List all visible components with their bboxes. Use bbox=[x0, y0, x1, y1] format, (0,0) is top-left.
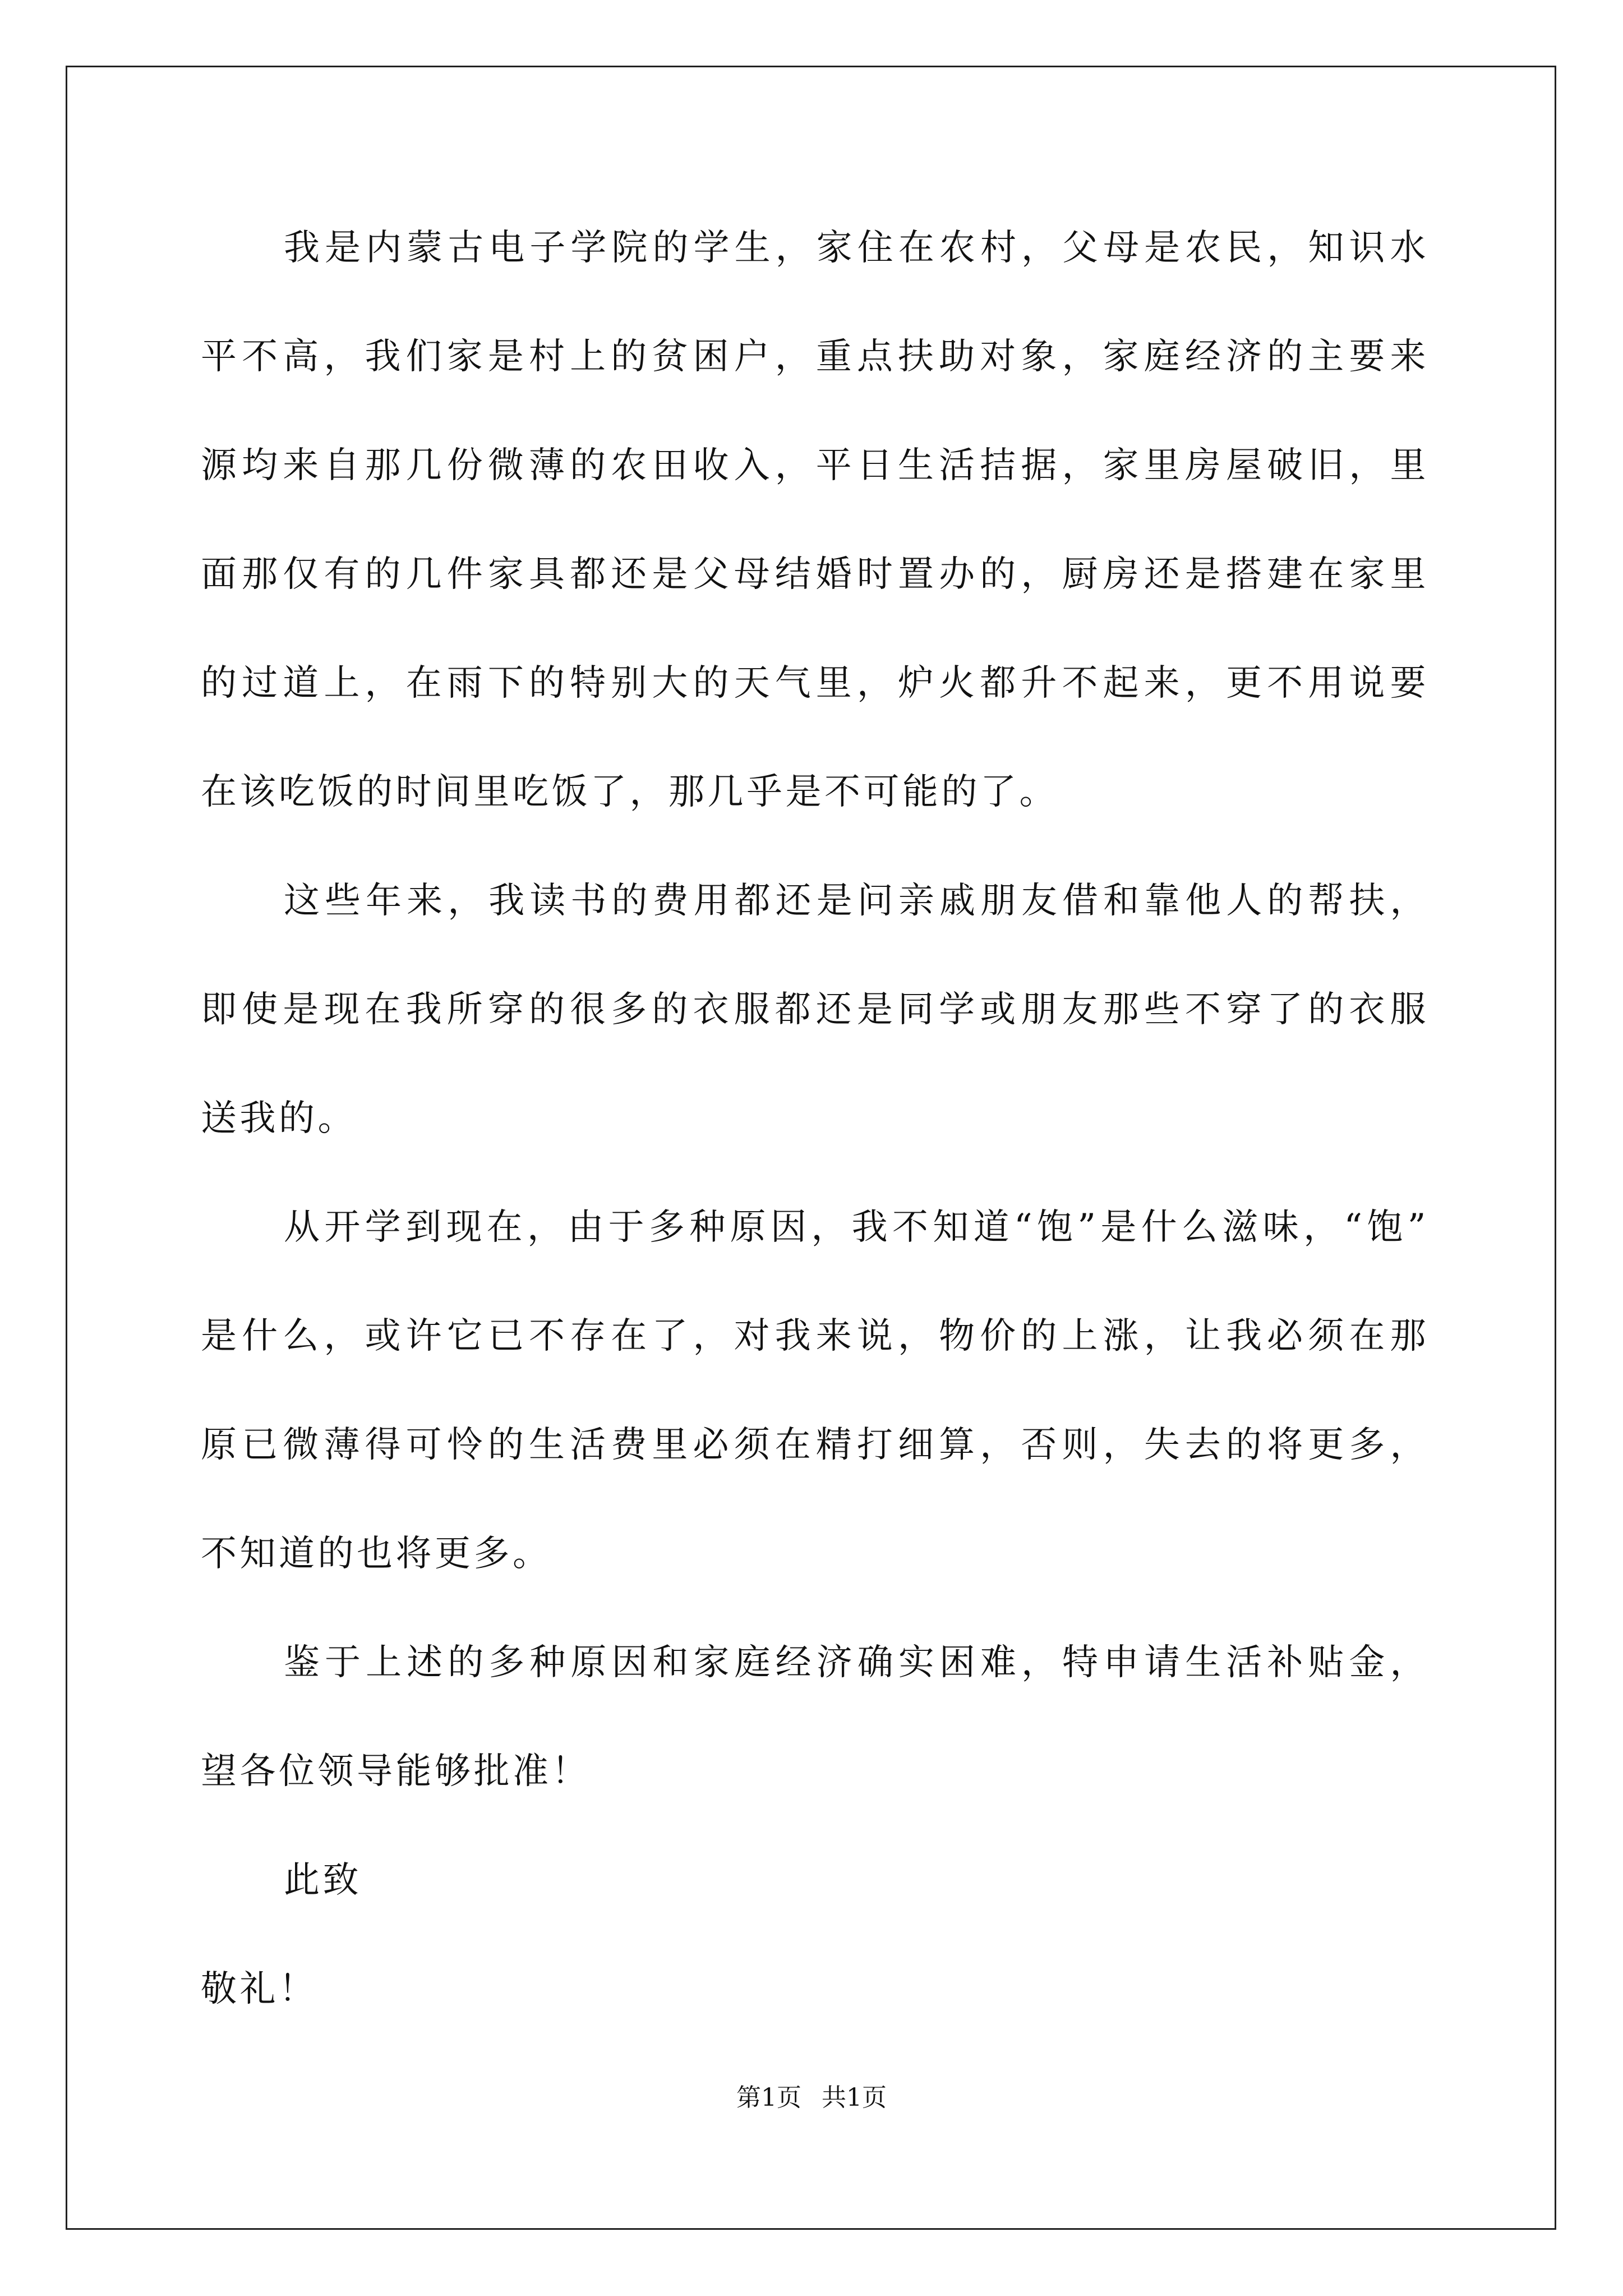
closing-regards: 敬礼！ bbox=[201, 1968, 318, 2010]
paragraph-1-line-4: 面那仅有的几件家具都还是父母结婚时置办的，厨房还是搭建在家里 bbox=[201, 554, 1429, 595]
paragraph-1-line-6: 在该吃饭的时间里吃饭了，那几乎是不可能的了。 bbox=[201, 771, 1058, 813]
paragraph-1-line-5: 的过道上，在雨下的特别大的天气里，炉火都升不起来，更不用说要 bbox=[201, 662, 1429, 704]
paragraph-1-line-3: 源均来自那几份微薄的农田收入，平日生活拮据，家里房屋破旧，里 bbox=[201, 445, 1429, 486]
paragraph-1-line-2: 平不高，我们家是村上的贫困户，重点扶助对象，家庭经济的主要来 bbox=[201, 336, 1429, 378]
closing-salutation: 此致 bbox=[284, 1860, 362, 1901]
page-footer bbox=[0, 2082, 1623, 2114]
page-number-total: 共1页 bbox=[822, 2083, 887, 2112]
paragraph-3-line-1: 从开学到现在，由于多种原因，我不知道“饱”是什么滋味，“饱” bbox=[284, 1207, 1429, 1248]
paragraph-2-line-2: 即使是现在我所穿的很多的衣服都还是同学或朋友那些不穿了的衣服 bbox=[201, 989, 1429, 1030]
paragraph-2-line-3: 送我的。 bbox=[201, 1098, 357, 1139]
paragraph-3-line-2: 是什么，或许它已不存在了，对我来说，物价的上涨，让我必须在那 bbox=[201, 1315, 1429, 1357]
page-number-current: 第1页 bbox=[736, 2083, 801, 2112]
paragraph-3-line-4: 不知道的也将更多。 bbox=[201, 1533, 552, 1575]
paragraph-4-line-2: 望各位领导能够批准！ bbox=[201, 1751, 591, 1792]
page-border bbox=[66, 66, 1556, 2230]
paragraph-2-line-1: 这些年来，我读书的费用都还是问亲戚朋友借和靠他人的帮扶， bbox=[284, 880, 1429, 922]
paragraph-1-line-1: 我是内蒙古电子学院的学生，家住在农村，父母是农民，知识水 bbox=[284, 227, 1429, 269]
paragraph-4-line-1: 鉴于上述的多种原因和家庭经济确实困难，特申请生活补贴金， bbox=[284, 1642, 1429, 1683]
paragraph-3-line-3: 原已微薄得可怜的生活费里必须在精打细算，否则，失去的将更多， bbox=[201, 1424, 1429, 1466]
